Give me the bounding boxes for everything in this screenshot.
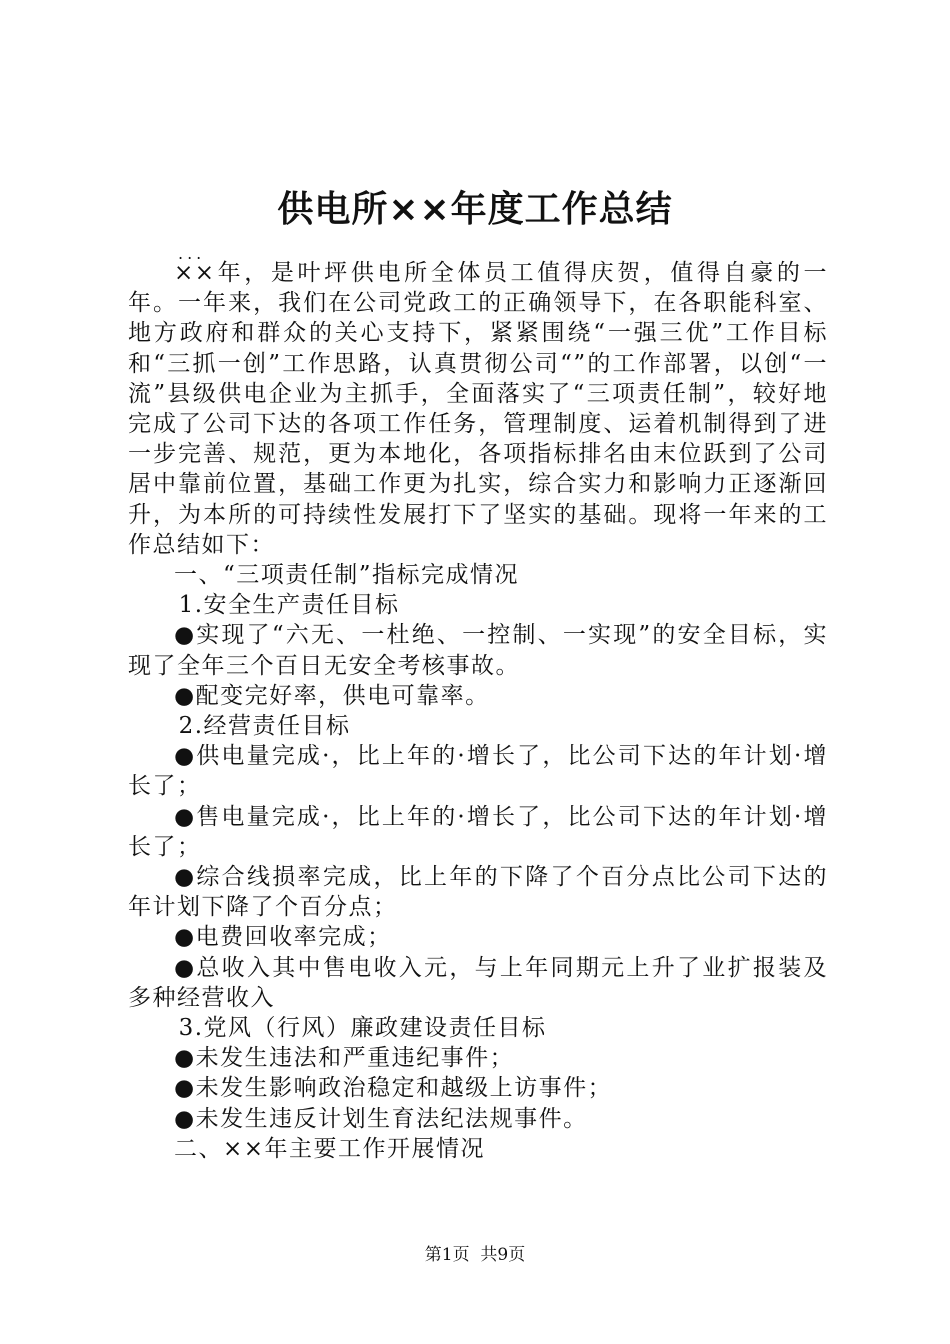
bullet-item: ●总收入其中售电收入元，与上年同期元上升了业扩报装及多种经营收入 (128, 954, 828, 1011)
bullet-item: ●实现了“六无、一杜绝、一控制、一实现”的安全目标，实现了全年三个百日无安全考核事故。 (128, 622, 828, 679)
document-body (128, 258, 828, 1164)
intro-paragraph: ××年，是叶坪供电所全体员工值得庆贺，值得自豪的一年。一年来，我们在公司党政工的正确领导下，在各职能科室、地方政府和群众的关心支持下，紧紧围绕“一强三优”工作目标和“三抓一创”工作思路，认真贯彻公司“”的工作部署，以创“一流”县级供电企业为主抓手，全面落实了“三项责任制”，较好地完成了公司下达的各项工作任务，管理制度、运着机制得到了进一步完善、规范，更为本地化，各项指标排名由末位跃到了公司居中靠前位置，基础工作更为扎实，综合实力和影响力正逐渐回升，为本所的可持续性发展打下了坚实的基础。现将一年来的工作总结如下： (128, 260, 828, 558)
page-footer (0, 1244, 950, 1266)
bullet-item: ●售电量完成·，比上年的·增长了，比公司下达的年计划·增长了； (128, 803, 828, 860)
page-number-label: 第1页 共9页 (424, 1245, 526, 1265)
section-heading-1: 一、“三项责任制”指标完成情况 (174, 562, 520, 589)
section-heading-2: 二、××年主要工作开展情况 (174, 1135, 486, 1162)
bullet-item: ●配变完好率，供电可靠率。 (174, 682, 490, 709)
bullet-item: ●电费回收率完成； (174, 924, 392, 951)
subsection-heading-business: 2.经营责任目标 (178, 713, 351, 740)
bullet-item: ●未发生违法和严重违纪事件； (174, 1045, 515, 1072)
subsection-heading-integrity: 3.党风（行风）廉政建设责任目标 (178, 1015, 547, 1042)
subsection-heading-safety: 1.安全生产责任目标 (178, 592, 400, 619)
bullet-item: ●未发生影响政治稳定和越级上访事件； (174, 1075, 613, 1102)
bullet-item: ●综合线损率完成，比上年的下降了个百分点比公司下达的年计划下降了个百分点； (128, 864, 828, 921)
bullet-item: ●未发生违反计划生育法纪法规事件。 (174, 1105, 588, 1132)
ellipsis-mark: ... (178, 244, 206, 263)
bullet-item: ●供电量完成·，比上年的·增长了，比公司下达的年计划·增长了； (128, 743, 828, 800)
document-title: 供电所××年度工作总结 (277, 189, 673, 230)
